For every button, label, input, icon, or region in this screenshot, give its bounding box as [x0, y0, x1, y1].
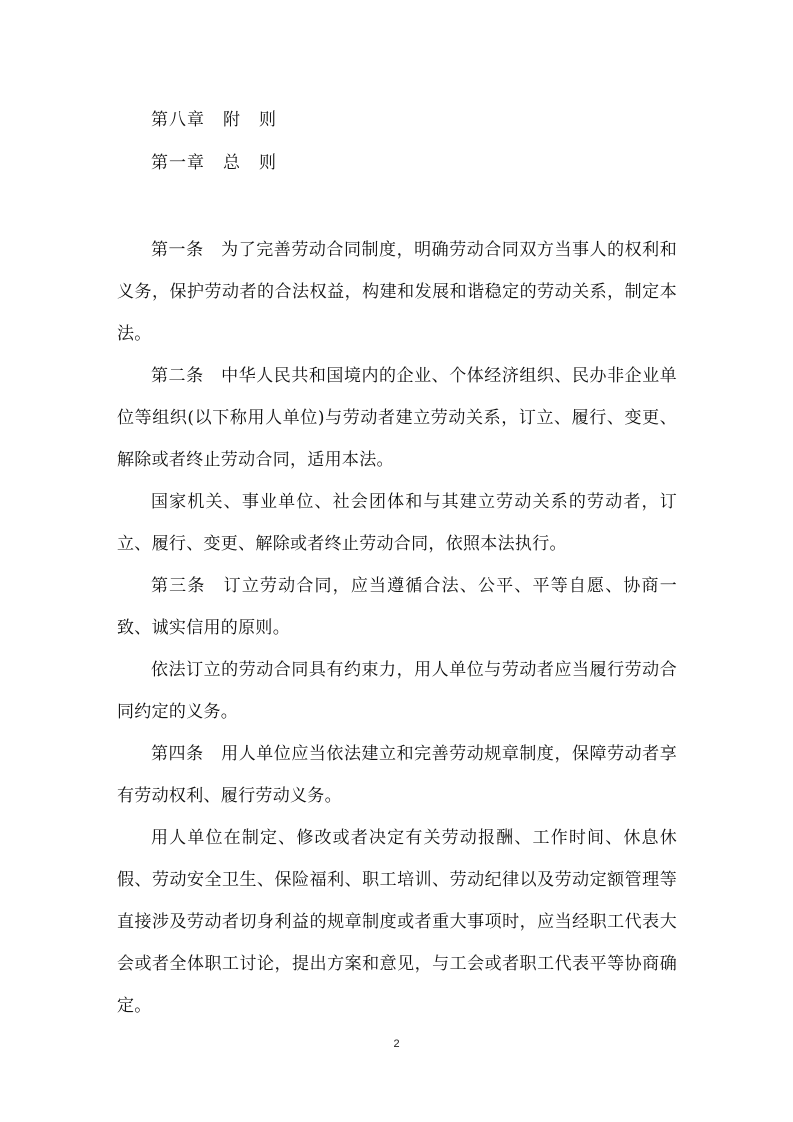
- paragraph-article-4-cont: 用人单位在制定、修改或者决定有关劳动报酬、工作时间、休息休假、劳动安全卫生、保险福利、职工培训、劳动纪律以及劳动定额管理等直接涉及劳动者切身利益的规章制度或者重大事项时，应当经职工代表大会或者全体职工讨论，提出方案和意见，与工会或者职工代表平等协商确定。: [117, 828, 677, 1016]
- page-number: 2: [393, 1038, 400, 1050]
- paragraph-article-2-cont: 国家机关、事业单位、社会团体和与其建立劳动关系的劳动者，订立、履行、变更、解除或者终止劳动合同，依照本法执行。: [117, 492, 677, 554]
- paragraph-article-3: 第三条 订立劳动合同，应当遵循合法、公平、平等自愿、协商一致、诚实信用的原则。: [117, 576, 677, 638]
- paragraph-article-4: 第四条 用人单位应当依法建立和完善劳动规章制度，保障劳动者享有劳动权利、履行劳动义务。: [117, 744, 677, 806]
- paragraph-article-2: 第二条 中华人民共和国境内的企业、个体经济组织、民办非企业单位等组织(以下称用人单位)与劳动者建立劳动关系，订立、履行、变更、解除或者终止劳动合同，适用本法。: [117, 366, 677, 470]
- paragraph-article-1: 第一条 为了完善劳动合同制度，明确劳动合同双方当事人的权利和义务，保护劳动者的合法权益，构建和发展和谐稳定的劳动关系，制定本法。: [117, 240, 677, 344]
- chapter-heading-eight: 第八章 附 则: [151, 110, 277, 130]
- chapter-heading-one: 第一章 总 则: [151, 153, 277, 173]
- paragraph-article-3-cont: 依法订立的劳动合同具有约束力，用人单位与劳动者应当履行劳动合同约定的义务。: [117, 660, 677, 722]
- document-body: [117, 229, 677, 1027]
